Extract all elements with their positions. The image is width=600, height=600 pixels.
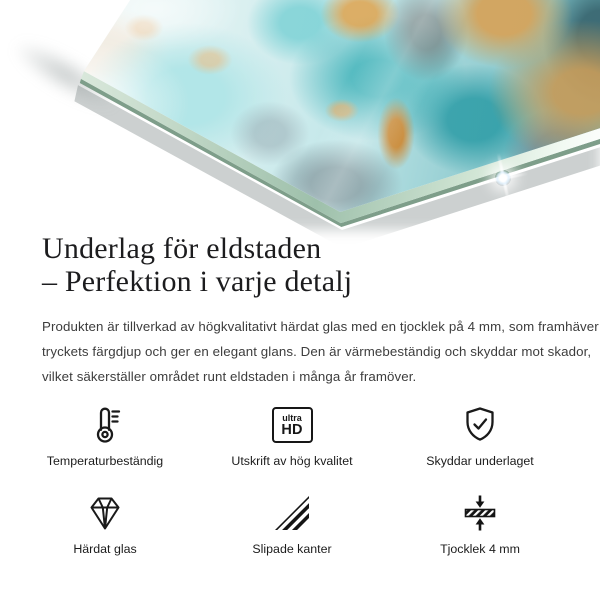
flare-core bbox=[494, 169, 513, 188]
page-title-line2: – Perfektion i varje detalj bbox=[42, 265, 353, 298]
feature-label: Tjocklek 4 mm bbox=[440, 542, 520, 556]
feature-label: Utskrift av hög kvalitet bbox=[231, 454, 353, 468]
ultra-hd-icon-text-top: ultra bbox=[282, 412, 302, 423]
ultra-hd-icon bbox=[272, 403, 313, 447]
ultra-hd-icon-text-bottom: HD bbox=[281, 421, 303, 438]
beveled-edges-icon bbox=[272, 491, 312, 535]
description-line: Produkten är tillverkad av högkvalitativt härdat glas med en tjocklek på 4 mm, som framhäver bbox=[42, 319, 599, 334]
description-line: tryckets färgdjup och ger en elegant glans. Den är värmebeständig och skyddar mot skador, bbox=[42, 344, 592, 359]
feature-protects-surface bbox=[380, 403, 580, 468]
feature-label: Härdat glas bbox=[73, 542, 137, 556]
thermometer-icon bbox=[85, 403, 125, 447]
shield-check-icon bbox=[460, 403, 500, 447]
feature-polished-edges bbox=[192, 491, 392, 556]
diamond-icon bbox=[85, 491, 125, 535]
product-description bbox=[42, 314, 599, 389]
thickness-icon bbox=[460, 491, 500, 535]
feature-label: Temperaturbeständig bbox=[46, 454, 164, 468]
feature-label: Skyddar underlaget bbox=[426, 454, 534, 468]
feature-temperature bbox=[5, 403, 205, 468]
product-hero-image bbox=[0, 0, 600, 230]
feature-thickness bbox=[380, 491, 580, 556]
description-line: vilket säkerställer området runt eldstaden i många år framöver. bbox=[42, 369, 417, 384]
feature-label: Slipade kanter bbox=[252, 542, 332, 556]
page-title-line1: Underlag för eldstaden bbox=[42, 232, 322, 265]
product-description-section bbox=[42, 232, 599, 389]
feature-tempered-glass bbox=[5, 491, 205, 556]
page-title bbox=[42, 232, 562, 298]
feature-print-quality bbox=[192, 403, 392, 468]
lens-flare-icon bbox=[473, 148, 532, 207]
